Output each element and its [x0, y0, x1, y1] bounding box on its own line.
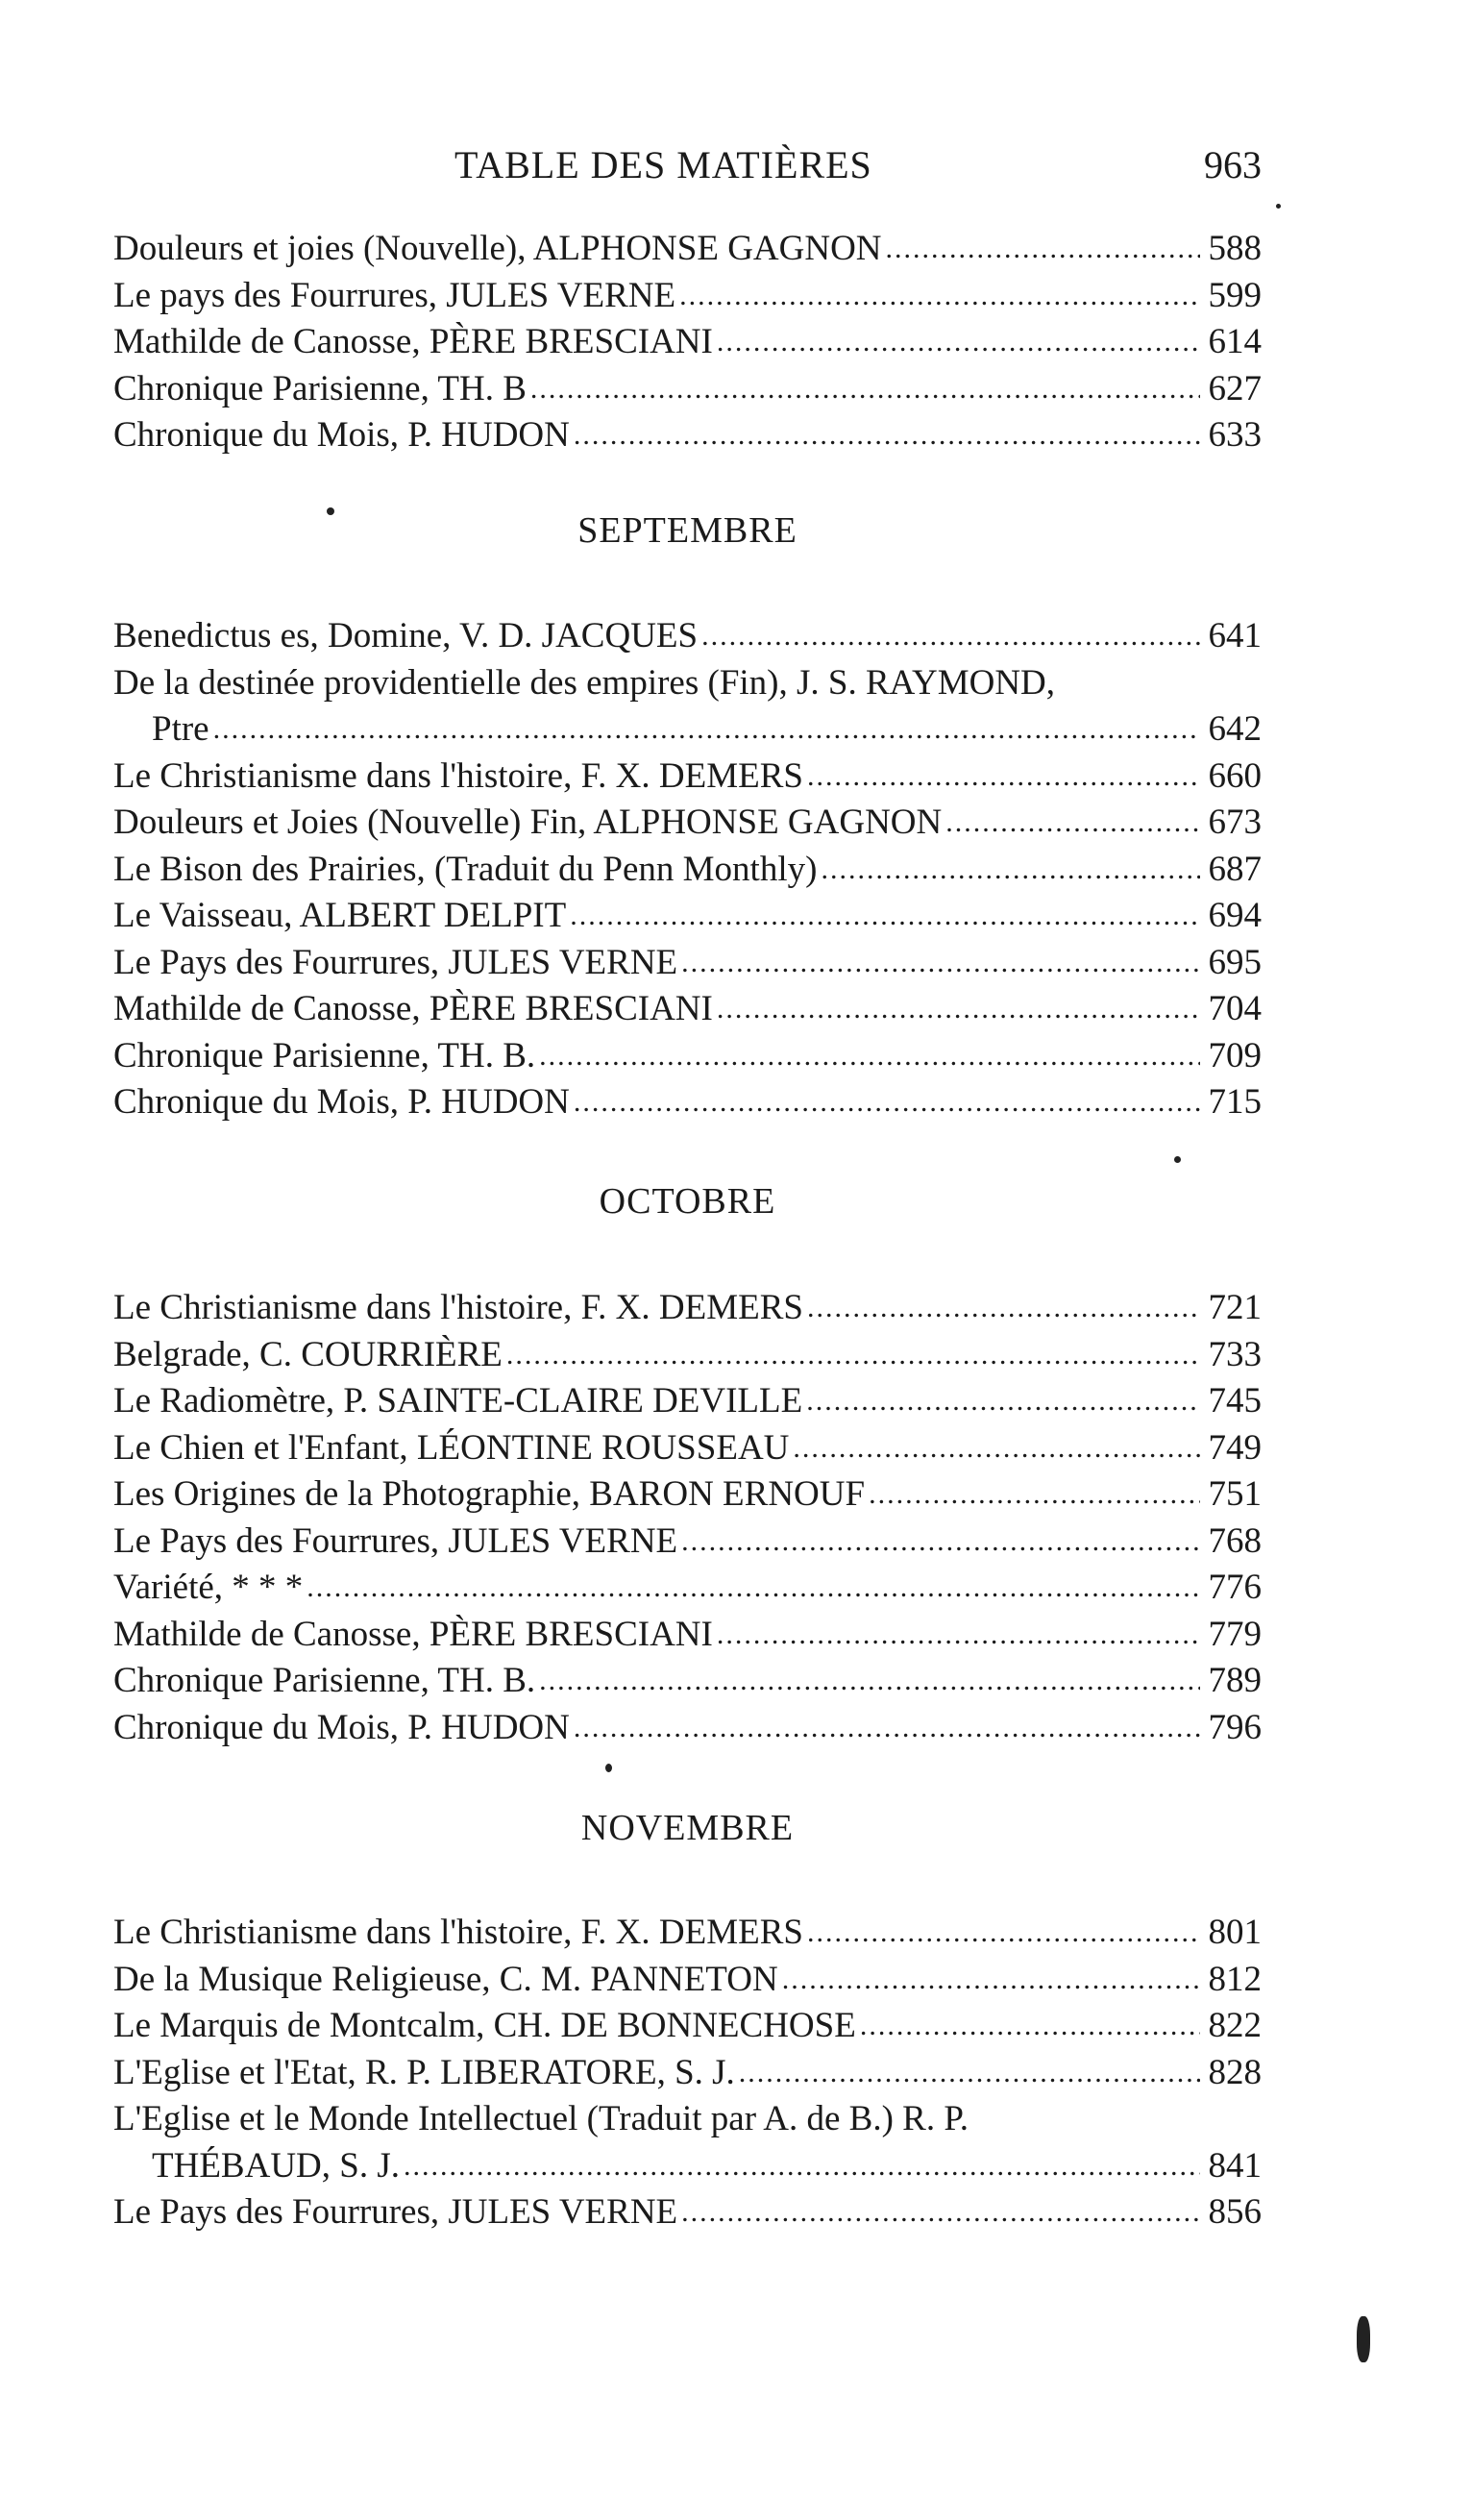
toc-entry: Chronique Parisienne, TH. B ..... 627	[113, 366, 1262, 413]
toc-entry: Benedictus es, Domine, V. D. JACQUES ..... 641	[113, 613, 1262, 660]
toc-entry: De la Musique Religieuse, C. M. PANNETON ..... 812	[113, 1957, 1262, 2004]
scan-speck	[1276, 204, 1281, 209]
scan-speck	[1174, 1156, 1181, 1163]
toc-entry: Mathilde de Canosse, PÈRE BRESCIANI ..... 704	[113, 986, 1262, 1033]
toc-entry: Chronique Parisienne, TH. B. ..... 789	[113, 1658, 1262, 1705]
toc-entry: Le Pays des Fourrures, JULES VERNE ..... 768	[113, 1519, 1262, 1566]
toc-entry: Chronique du Mois, P. HUDON ..... 633	[113, 412, 1262, 459]
toc-entry: Chronique du Mois, P. HUDON ..... 796	[113, 1705, 1262, 1752]
toc-entry: Chronique Parisienne, TH. B. ..... 709	[113, 1033, 1262, 1080]
page-number: 963	[1204, 143, 1262, 186]
toc-entry: Mathilde de Canosse, PÈRE BRESCIANI ..... 614	[113, 319, 1262, 366]
toc-entry: Le Pays des Fourrures, JULES VERNE ..... 856	[113, 2189, 1262, 2236]
toc-block-novembre	[113, 1910, 1262, 2236]
section-heading-novembre: NOVEMBRE	[580, 1808, 795, 1848]
toc-block-top	[113, 226, 1262, 459]
scan-speck	[327, 507, 334, 515]
scan-speck	[605, 1764, 612, 1772]
scan-speck	[1357, 2316, 1370, 2362]
toc-block-octobre	[113, 1285, 1262, 1751]
toc-entry: Mathilde de Canosse, PÈRE BRESCIANI ..... 779	[113, 1612, 1262, 1659]
toc-entry-first-line: L'Eglise et le Monde Intellectuel (Traduit par A. de B.) R. P.	[113, 2099, 969, 2138]
section-heading-octobre: OCTOBRE	[599, 1181, 776, 1222]
toc-entry-continuation: THÉBAUD, S. J. ..... 841	[113, 2143, 1262, 2190]
toc-entry: Le Christianisme dans l'histoire, F. X. DEMERS ..... 721	[113, 1285, 1262, 1332]
toc-entry: Belgrade, C. COURRIÈRE ..... 733	[113, 1332, 1262, 1379]
toc-entry: Le Chien et l'Enfant, LÉONTINE ROUSSEAU ..... 749	[113, 1425, 1262, 1472]
toc-entry: Le Christianisme dans l'histoire, F. X. DEMERS ..... 660	[113, 754, 1262, 801]
section-heading-septembre: SEPTEMBRE	[577, 510, 797, 551]
toc-entry: Le Marquis de Montcalm, CH. DE BONNECHOSE ..... 822	[113, 2003, 1262, 2050]
toc-entry: Le Christianisme dans l'histoire, F. X. DEMERS ..... 801	[113, 1910, 1262, 1957]
toc-entry-continuation: Ptre ..... 642	[113, 706, 1262, 754]
toc-entry: Le Pays des Fourrures, JULES VERNE ..... 695	[113, 940, 1262, 987]
toc-entry: Variété, * * * ..... 776	[113, 1565, 1262, 1612]
toc-entry-first-line: De la destinée providentielle des empires (Fin), J. S. RAYMOND,	[113, 662, 1056, 703]
toc-entry: L'Eglise et l'Etat, R. P. LIBERATORE, S. J. ..... 828	[113, 2050, 1262, 2097]
toc-entry: Chronique du Mois, P. HUDON ..... 715	[113, 1079, 1262, 1126]
toc-entry: Le Vaisseau, ALBERT DELPIT ..... 694	[113, 893, 1262, 940]
toc-entry: Le Radiomètre, P. SAINTE-CLAIRE DEVILLE ..... 745	[113, 1378, 1262, 1425]
toc-entry: Le Bison des Prairies, (Traduit du Penn Monthly) ..... 687	[113, 847, 1262, 894]
page-header	[113, 142, 1262, 200]
running-title: TABLE DES MATIÈRES	[454, 143, 872, 186]
toc-entry: Douleurs et joies (Nouvelle), ALPHONSE GAGNON ..... 588	[113, 226, 1262, 273]
toc-entry: Le pays des Fourrures, JULES VERNE ..... 599	[113, 273, 1262, 320]
toc-entry: Les Origines de la Photographie, BARON ERNOUF ..... 751	[113, 1471, 1262, 1519]
toc-block-septembre	[113, 613, 1262, 1126]
toc-entry: Douleurs et Joies (Nouvelle) Fin, ALPHONSE GAGNON ..... 673	[113, 800, 1262, 847]
